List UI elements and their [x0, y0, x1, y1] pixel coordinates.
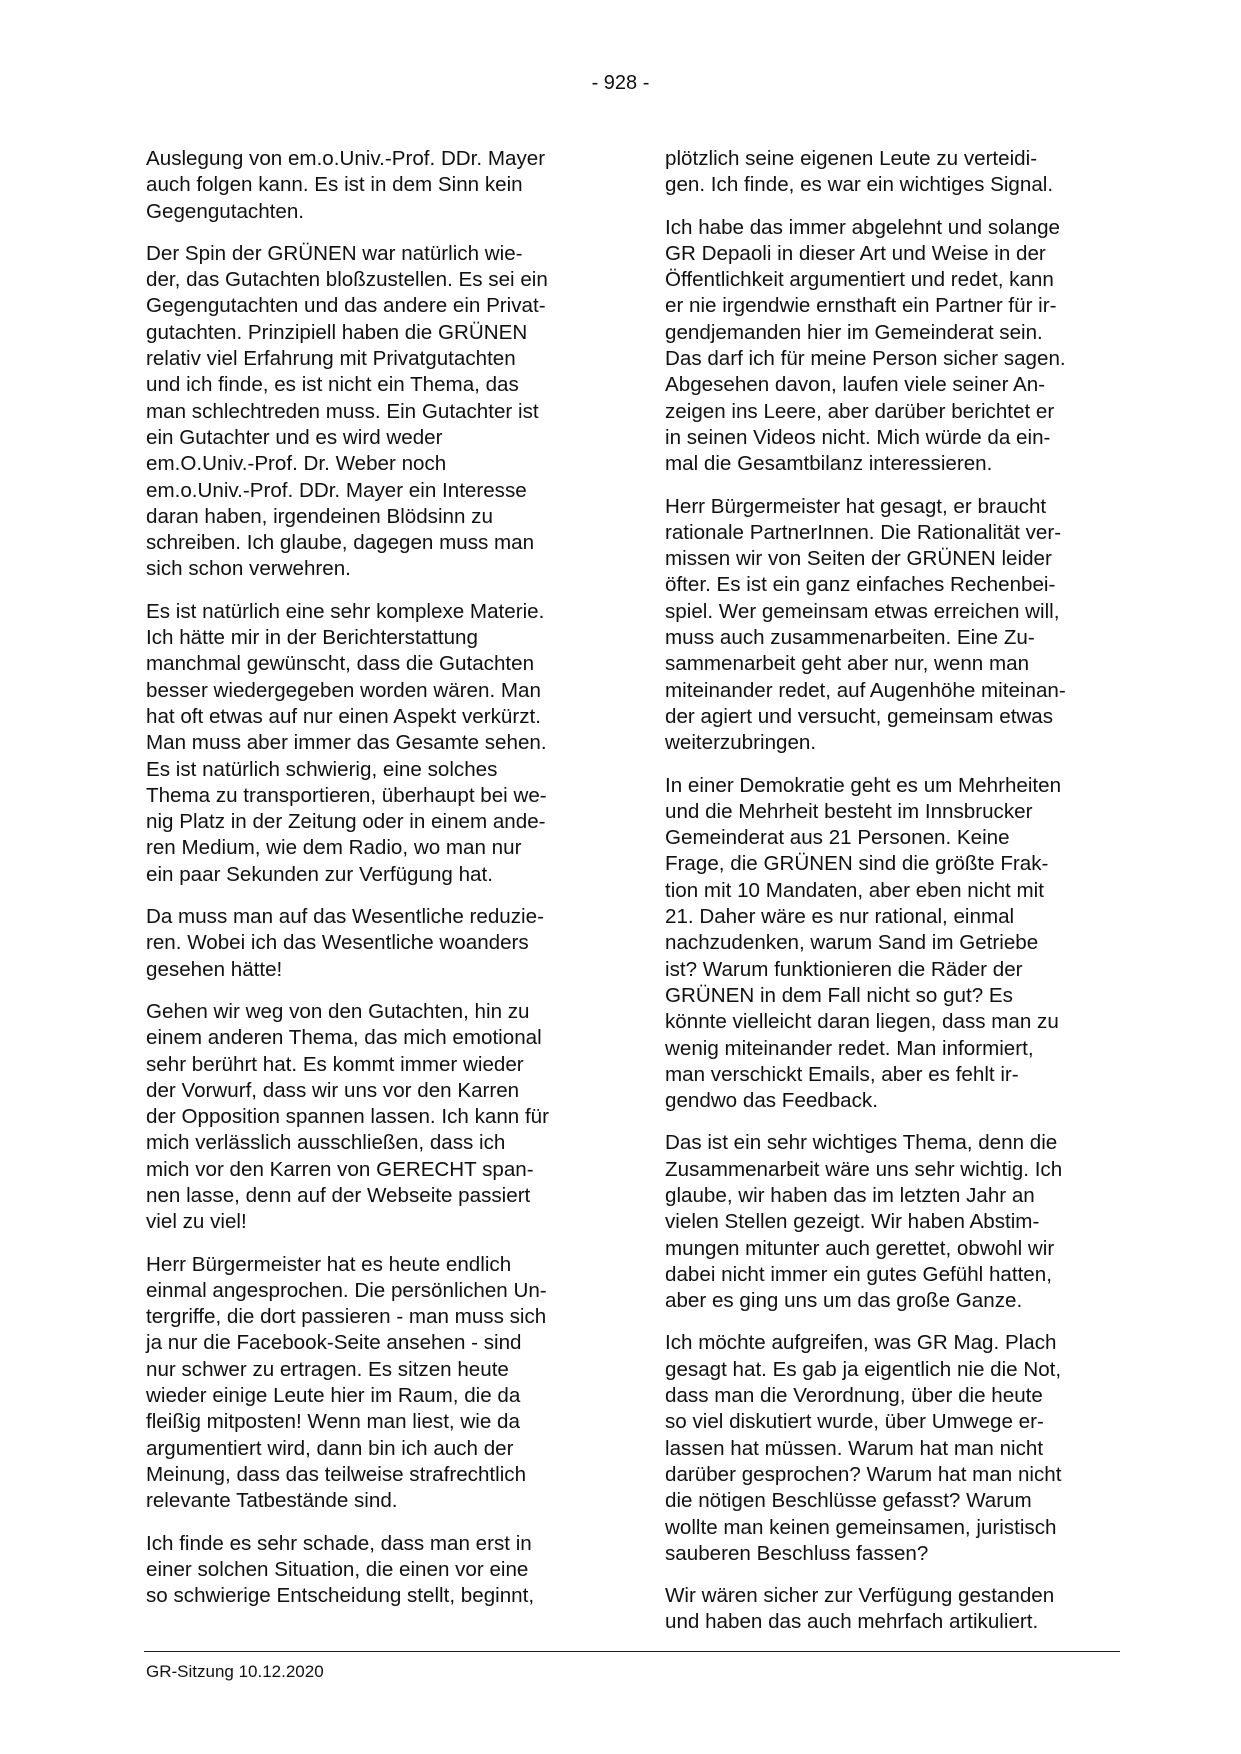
text-line: dass man die Verordnung, über die heute [665, 1384, 1043, 1408]
text-line: nig Platz in der Zeitung oder in einem ande- [146, 810, 546, 834]
text-line: öfter. Es ist ein ganz einfaches Rechenbei- [665, 573, 1056, 597]
text-line: gesehen hätte! [146, 957, 283, 981]
text-line: Der Spin der GRÜNEN war natürlich wie- [146, 241, 523, 265]
text-line: em.o.Univ.-Prof. DDr. Mayer ein Interesse [146, 478, 527, 502]
left-column [146, 146, 598, 1625]
paragraph [146, 146, 598, 225]
text-line: gesagt hat. Es gab ja eigentlich nie die Not, [665, 1357, 1062, 1381]
text-line: Es ist natürlich eine sehr komplexe Materie. [146, 599, 545, 623]
text-line: und haben das auch mehrfach artikuliert. [665, 1610, 1039, 1634]
text-line: relativ viel Erfahrung mit Privatgutachten [146, 347, 516, 371]
text-line: sich schon verwehren. [146, 557, 351, 581]
text-line: wollte man keinen gemeinsamen, juristisch [665, 1515, 1057, 1539]
text-line: relevante Tatbestände sind. [146, 1489, 398, 1513]
text-line: Herr Bürgermeister hat gesagt, er braucht [665, 494, 1047, 518]
paragraph [146, 241, 598, 583]
paragraph [146, 599, 598, 888]
text-line: ren. Wobei ich das Wesentliche woanders [146, 931, 529, 955]
text-line: manchmal gewünscht, dass die Gutachten [146, 652, 535, 676]
text-line: vielen Stellen gezeigt. Wir haben Abstim- [665, 1210, 1040, 1234]
text-line: miteinander redet, auf Augenhöhe miteinan- [665, 678, 1066, 702]
text-line: wieder einige Leute hier im Raum, die da [146, 1384, 521, 1408]
text-line: mungen mitunter auch gerettet, obwohl wir [665, 1236, 1055, 1260]
paragraph [665, 1130, 1120, 1314]
text-line: Gegengutachten und das andere ein Privat- [146, 294, 546, 318]
text-line: sehr berührt hat. Es kommt immer wieder [146, 1052, 524, 1076]
text-line: daran haben, irgendeinen Blödsinn zu [146, 504, 493, 528]
text-line: Öffentlichkeit argumentiert und redet, kann [665, 268, 1054, 292]
text-line: argumentiert wird, dann bin ich auch der [146, 1436, 514, 1460]
text-line: weiterzubringen. [665, 731, 817, 755]
page-number: - 928 - [591, 72, 650, 94]
text-line: der Vorwurf, dass wir uns vor den Karren [146, 1078, 520, 1102]
paragraph [146, 1252, 598, 1515]
text-line: Frage, die GRÜNEN sind die größte Frak- [665, 852, 1049, 876]
right-column [665, 146, 1120, 1652]
text-line: Das ist ein sehr wichtiges Thema, denn die [665, 1131, 1058, 1155]
text-line: der, das Gutachten bloßzustellen. Es sei ein [146, 268, 548, 292]
text-line: sauberen Beschluss fassen? [665, 1541, 929, 1565]
text-line: Es ist natürlich schwierig, eine solches [146, 757, 498, 781]
text-line: darüber gesprochen? Warum hat man nicht [665, 1462, 1062, 1486]
text-line: Ich möchte aufgreifen, was GR Mag. Plach [665, 1331, 1057, 1355]
text-line: nur schwer zu ertragen. Es sitzen heute [146, 1357, 509, 1381]
text-line: auch folgen kann. Es ist in dem Sinn kein [146, 173, 523, 197]
text-line: einer solchen Situation, die einen vor eine [146, 1557, 529, 1581]
text-line: fleißig mitposten! Wenn man liest, wie da [146, 1410, 520, 1434]
paragraph [146, 1531, 598, 1610]
text-line: ja nur die Facebook-Seite ansehen - sind [146, 1331, 522, 1355]
paragraph [665, 146, 1120, 199]
text-line: schreiben. Ich glaube, dagegen muss man [146, 531, 535, 555]
text-line: lassen hat müssen. Warum hat man nicht [665, 1436, 1044, 1460]
paragraph [665, 215, 1120, 478]
text-line: Gegengutachten. [146, 199, 305, 223]
text-line: muss auch zusammenarbeiten. Eine Zu- [665, 626, 1035, 650]
text-line: Da muss man auf das Wesentliche reduzie- [146, 905, 544, 929]
text-line: nen lasse, denn auf der Webseite passiert [146, 1183, 531, 1207]
text-line: mich verlässlich ausschließen, dass ich [146, 1131, 506, 1155]
text-line: könnte vielleicht daran liegen, dass man zu [665, 1010, 1059, 1034]
text-line: Herr Bürgermeister hat es heute endlich [146, 1252, 512, 1276]
text-line: Ich habe das immer abgelehnt und solange [665, 215, 1060, 239]
text-line: Thema zu transportieren, überhaupt bei we- [146, 783, 547, 807]
text-line: Ich finde es sehr schade, dass man erst in [146, 1531, 532, 1555]
paragraph [665, 494, 1120, 757]
text-line: em.O.Univ.-Prof. Dr. Weber noch [146, 452, 447, 476]
text-line: einmal angesprochen. Die persönlichen Un- [146, 1278, 547, 1302]
text-line: Meinung, dass das teilweise strafrechtlich [146, 1462, 527, 1486]
text-line: gutachten. Prinzipiell haben die GRÜNEN [146, 320, 528, 344]
text-line: spiel. Wer gemeinsam etwas erreichen will, [665, 599, 1060, 623]
text-line: tergriffe, die dort passieren - man muss sich [146, 1305, 547, 1329]
text-line: so viel diskutiert wurde, über Umwege er- [665, 1410, 1044, 1434]
paragraph [665, 773, 1120, 1115]
text-line: der Opposition spannen lassen. Ich kann für [146, 1105, 549, 1129]
text-line: man verschickt Emails, aber es fehlt ir- [665, 1062, 1019, 1086]
text-line: er nie irgendwie ernsthaft ein Partner für ir- [665, 294, 1057, 318]
text-line: mich vor den Karren von GERECHT span- [146, 1157, 534, 1181]
text-line: Ich hätte mir in der Berichterstattung [146, 626, 478, 650]
text-line: man schlechtreden muss. Ein Gutachter ist [146, 399, 539, 423]
footer-session-date: GR-Sitzung 10.12.2020 [146, 1662, 324, 1681]
paragraph [146, 999, 598, 1236]
text-line: die nötigen Beschlüsse gefasst? Warum [665, 1489, 1032, 1513]
text-line: 21. Daher wäre es nur rational, einmal [665, 905, 1015, 929]
text-line: zeigen ins Leere, aber darüber berichtet er [665, 399, 1055, 423]
text-line: viel zu viel! [146, 1210, 247, 1234]
paragraph [146, 904, 598, 983]
text-line: sammenarbeit geht aber nur, wenn man [665, 652, 1030, 676]
text-line: Gemeinderat aus 21 Personen. Keine [665, 826, 1010, 850]
text-line: in seinen Videos nicht. Mich würde da ein- [665, 425, 1051, 449]
text-line: ein paar Sekunden zur Verfügung hat. [146, 862, 493, 886]
text-line: ein Gutachter und es wird weder [146, 425, 443, 449]
text-line: Man muss aber immer das Gesamte sehen. [146, 731, 547, 755]
text-line: ren Medium, wie dem Radio, wo man nur [146, 836, 522, 860]
text-line: Das darf ich für meine Person sicher sagen. [665, 347, 1066, 371]
text-line: missen wir von Seiten der GRÜNEN leider [665, 547, 1052, 571]
text-line: rationale PartnerInnen. Die Rationalität ver- [665, 520, 1062, 544]
text-line: GRÜNEN in dem Fall nicht so gut? Es [665, 983, 1013, 1007]
text-line: aber es ging uns um das große Ganze. [665, 1289, 1023, 1313]
text-line: der agiert und versucht, gemeinsam etwas [665, 704, 1054, 728]
text-line: dabei nicht immer ein gutes Gefühl hatten, [665, 1262, 1052, 1286]
text-line: und die Mehrheit besteht im Innsbrucker [665, 799, 1033, 823]
text-line: GR Depaoli in dieser Art und Weise in der [665, 241, 1046, 265]
text-line: mal die Gesamtbilanz interessieren. [665, 452, 993, 476]
text-line: gendwo das Feedback. [665, 1089, 878, 1113]
text-line: hat oft etwas auf nur einen Aspekt verkürzt. [146, 704, 541, 728]
text-line: und ich finde, es ist nicht ein Thema, das [146, 373, 519, 397]
text-line: In einer Demokratie geht es um Mehrheiten [665, 773, 1062, 797]
text-line: Wir wären sicher zur Verfügung gestanden [665, 1584, 1055, 1608]
text-line: plötzlich seine eigenen Leute zu verteidi- [665, 147, 1038, 170]
text-line: ist? Warum funktionieren die Räder der [665, 957, 1023, 981]
footer-divider [144, 1651, 1120, 1652]
text-line: gendjemanden hier im Gemeinderat sein. [665, 320, 1043, 344]
text-line: gen. Ich finde, es war ein wichtiges Signal. [665, 173, 1054, 197]
text-line: Abgesehen davon, laufen viele seiner An- [665, 373, 1046, 397]
text-line: besser wiedergegeben worden wären. Man [146, 678, 541, 702]
text-line: nachzudenken, warum Sand im Getriebe [665, 931, 1039, 955]
text-line: einem anderen Thema, das mich emotional [146, 1026, 542, 1050]
text-line: Zusammenarbeit wäre uns sehr wichtig. Ich [665, 1157, 1063, 1181]
paragraph [665, 1330, 1120, 1567]
text-line: so schwierige Entscheidung stellt, beginnt, [146, 1584, 535, 1608]
text-line: Auslegung von em.o.Univ.-Prof. DDr. Mayer [146, 147, 546, 170]
text-line: glaube, wir haben das im letzten Jahr an [665, 1183, 1035, 1207]
text-line: wenig miteinander redet. Man informiert, [665, 1036, 1034, 1060]
text-line: tion mit 10 Mandaten, aber eben nicht mit [665, 878, 1044, 902]
text-line: Gehen wir weg von den Gutachten, hin zu [146, 999, 530, 1023]
paragraph [665, 1583, 1120, 1636]
